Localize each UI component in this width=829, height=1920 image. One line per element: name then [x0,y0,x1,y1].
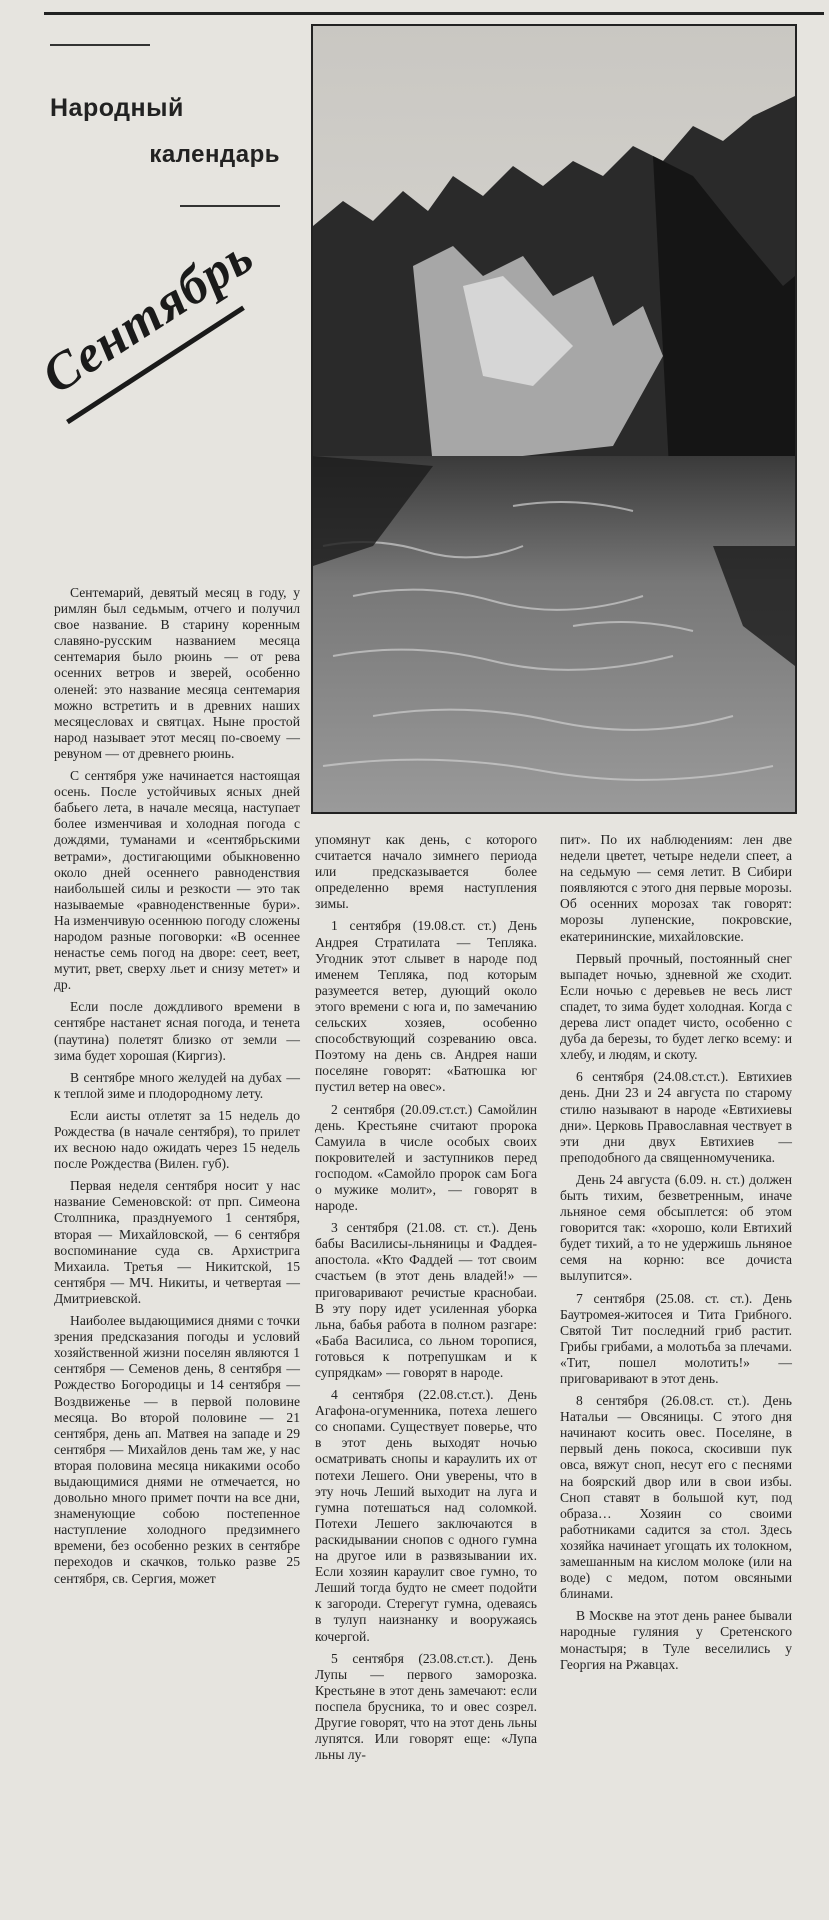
title-line2: календарь [149,141,280,168]
title-rule-top [50,44,150,46]
col1-paragraph: Если аисты отлетят за 15 недель до Рождества (в начале сентября), то прилет их весною надо ожидать через 15 недель после Рождества (Вилен. губ). [54,1107,300,1172]
photo-illustration [313,26,795,812]
col3-paragraph: пит». По их наблюдениям: лен две недели цветет, четыре недели спеет, а на седьмую — семя летит. В Сибири появляются с этого дня первые морозы. Об осенних морозах так говорят: морозы лупенские, покровские, екатерининские, михайловские. [560,832,792,944]
col1-paragraph: В сентябре много желудей на дубах — к теплой зиме и плодородному лету. [54,1069,300,1101]
river-landscape-photo [311,24,797,814]
col3-paragraph: В Москве на этот день ранее бывали народные гуляния у Сретенского монастыря; в Туле веселились у Георгия на Ржавцах. [560,1608,792,1672]
header-block [50,44,280,207]
title-rule-bottom [180,205,280,207]
article-column-2 [315,832,537,1769]
month-title: Сентябрь [32,227,264,405]
col2-paragraph: 3 сентября (21.08. ст. ст.). День бабы Василисы-льняницы и Фаддея-апостола. «Кто Фаддей — тот своим счастьем (в этот день владей!» — приговаривают речистые краснобаи. В эту пору идет усиленная уборка льна, бабья работа в полном разгаре: «Баба Василиса, со льном торопися, готовься к потрепушкам и к супрядкам» — говорят в народе. [315,1220,537,1380]
col1-paragraph: Сентемарий, девятый месяц в году, у римлян был седьмым, отчего и получил свое название. В старину коренным славяно-русским названием месяца сентемария было рюинь — от рева осенних ветров и зверей, особенно оленей: это название месяца сентемария можно встретить и в древних наших месяцесловах и святцах. Ныне простой народ называет этот месяц по-своему — ревуном — от древнего рюинь. [54,585,300,761]
col1-paragraph: Если после дождливого времени в сентябре настанет ясная погода, и тенета (паутина) полетят близко от земли — зима будет хорошая (Киргиз). [54,999,300,1063]
col2-paragraph: 4 сентября (22.08.ст.ст.). День Агафона-огуменника, потеха лешего со снопами. Существует поверье, что в этот день выходят ночью осматривать снопы и караулить их от потехи Лешего. Они уверены, что в эту ночь Леший выходит на луга и гумна потешаться над соломкой. Потехи Лешего заключаются в раскидывании снопов с одного гумна на другое или в развязывании их. Если хозяин караулит свое гумно, то Леший тогда будто не смеет подойти к загороди. Стерегут гумна, одеваясь в тулуп наизнанку и вооружаясь кочергой. [315,1387,537,1644]
col3-paragraph: 7 сентября (25.08. ст. ст.). День Баутромея-житосея и Тита Грибного. Святой Тит последний гриб растит. Грибы грибами, а молотьба за плечами. «Тит, пошел молотить!» — приговаривают в этот день. [560,1290,792,1386]
col3-paragraph: День 24 августа (6.09. н. ст.) должен быть тихим, безветренным, иначе льняное семя обсыплется: об этом говорится так: «хорошо, коли Евтихий будет тихий, а то не удержишь льняное семя на корню: все дочиста вылупится». [560,1171,792,1284]
col1-paragraph: Первая неделя сентября носит у нас название Семеновской: от прп. Симеона Столпника, празднуемого 1 сентября, вторая — Михайловской, — 6 сентября воспоминание суда св. Архистрига Михаила. Третья — Никитской, 15 сентября — МЧ. Никиты, и четвертая — Дмитриевской. [54,1178,300,1306]
col2-paragraph: 2 сентября (20.09.ст.ст.) Самойлин день. Крестьяне считают пророка Самуила в числе особых своих покровителей и заступников перед господом. «Самойло пророк сам Бога о мужике молит», — говорят в народе. [315,1101,537,1214]
col2-paragraph: упомянут как день, с которого считается начало зимнего периода или предсказывается более определенно время наступления зимы. [315,832,537,912]
col1-paragraph: Наиболее выдающимися днями с точки зрения предсказания погоды и условий хозяйственной жизни поселян являются 1 сентября — Семенов день, 8 сентября — Рождество Богородицы и 14 сентября — Воздвиженье — в первой половине месяца. Во второй половине — 21 сентября, день ап. Матвея на западе и 29 сентября — Михайлов день там же, у нас вторая половина месяца никакими особо выдающимися днями не отмечается, но довольно много примет почти на все дни, знаменующие собою постепенное наступление холодного предзимнего времени, без особенно резких в сентябре переходов и скачков, только разве 25 сентября, св. Сергия, может [54,1313,300,1586]
col3-paragraph: 6 сентября (24.08.ст.ст.). Евтихиев день. Дни 23 и 24 августа по старому стилю называют в народе «Евтихиевы дни». Церковь Православная чествует в эти дни двух Евтихиев — преподобного да священномученика. [560,1069,792,1165]
col2-paragraph: 1 сентября (19.08.ст. ст.) День Андрея Стратилата — Тепляка. Угодник этот слывет в народе под именем Тепляка, под которым разумеется ветер, дующий около этого времени с юга и, по замечанию сельских хозяев, особенно способствующий созреванию овса. Поэтому на день св. Андрея наши поселяне говорят: «Батюшка юг пустил ветер на овес». [315,918,537,1095]
month-heading [32,227,264,415]
col1-paragraph: С сентября уже начинается настоящая осень. После устойчивых ясных дней бабьего лета, в начале месяца, наступает более изменчивая и холодная погода с дождями, туманами и «сентябрьскими ветрами», достигающими обыкновенно около дней осеннего равноденствия наибольшей силы и резкости — это так называемые «равноденственные бури». На изменчивую осеннюю погоду сложены народом разные поговорки: «В осеннее ненастье семь погод на дворе: сеет, веет, мутит, рвет, сверху льет и снизу метет» и др. [54,768,300,993]
col3-paragraph: 8 сентября (26.08.ст. ст.). День Натальи — Овсяницы. С этого дня начинают косить овес. Поселяне, в первый день покоса, скосивши пук овса, вяжут сноп, несут его с песнями на боярский двор или в свои избы. Сноп ставят в большой кут, под образа… Хозяин со своими работниками садится за стол. Здесь хозяйка начинает угощать их толокном, замешанным на кислом молоке (или на воде) с медом, потом овсяными блинами. [560,1393,792,1602]
top-rule [44,12,824,15]
col3-paragraph: Первый прочный, постоянный снег выпадет ночью, здневной же сходит. Если ночью с деревьев не весь лист спадет, то зима будет холодная. Когда с дерева лист опадет чисто, особенно с дуба да березы, то будет легко всему: и хлебу, и людям, и скоту. [560,950,792,1063]
article-column-1 [54,585,300,1593]
col2-paragraph: 5 сентября (23.08.ст.ст.). День Лупы — первого заморозка. Крестьяне в этот день замечают: если поспела брусника, то и овес созрел. Другие говорят, что на этот день льны лупятся. Или говорят еще: «Лупа льны лу- [315,1650,537,1763]
title-line1: Народный [50,94,184,122]
article-column-3 [560,832,792,1679]
